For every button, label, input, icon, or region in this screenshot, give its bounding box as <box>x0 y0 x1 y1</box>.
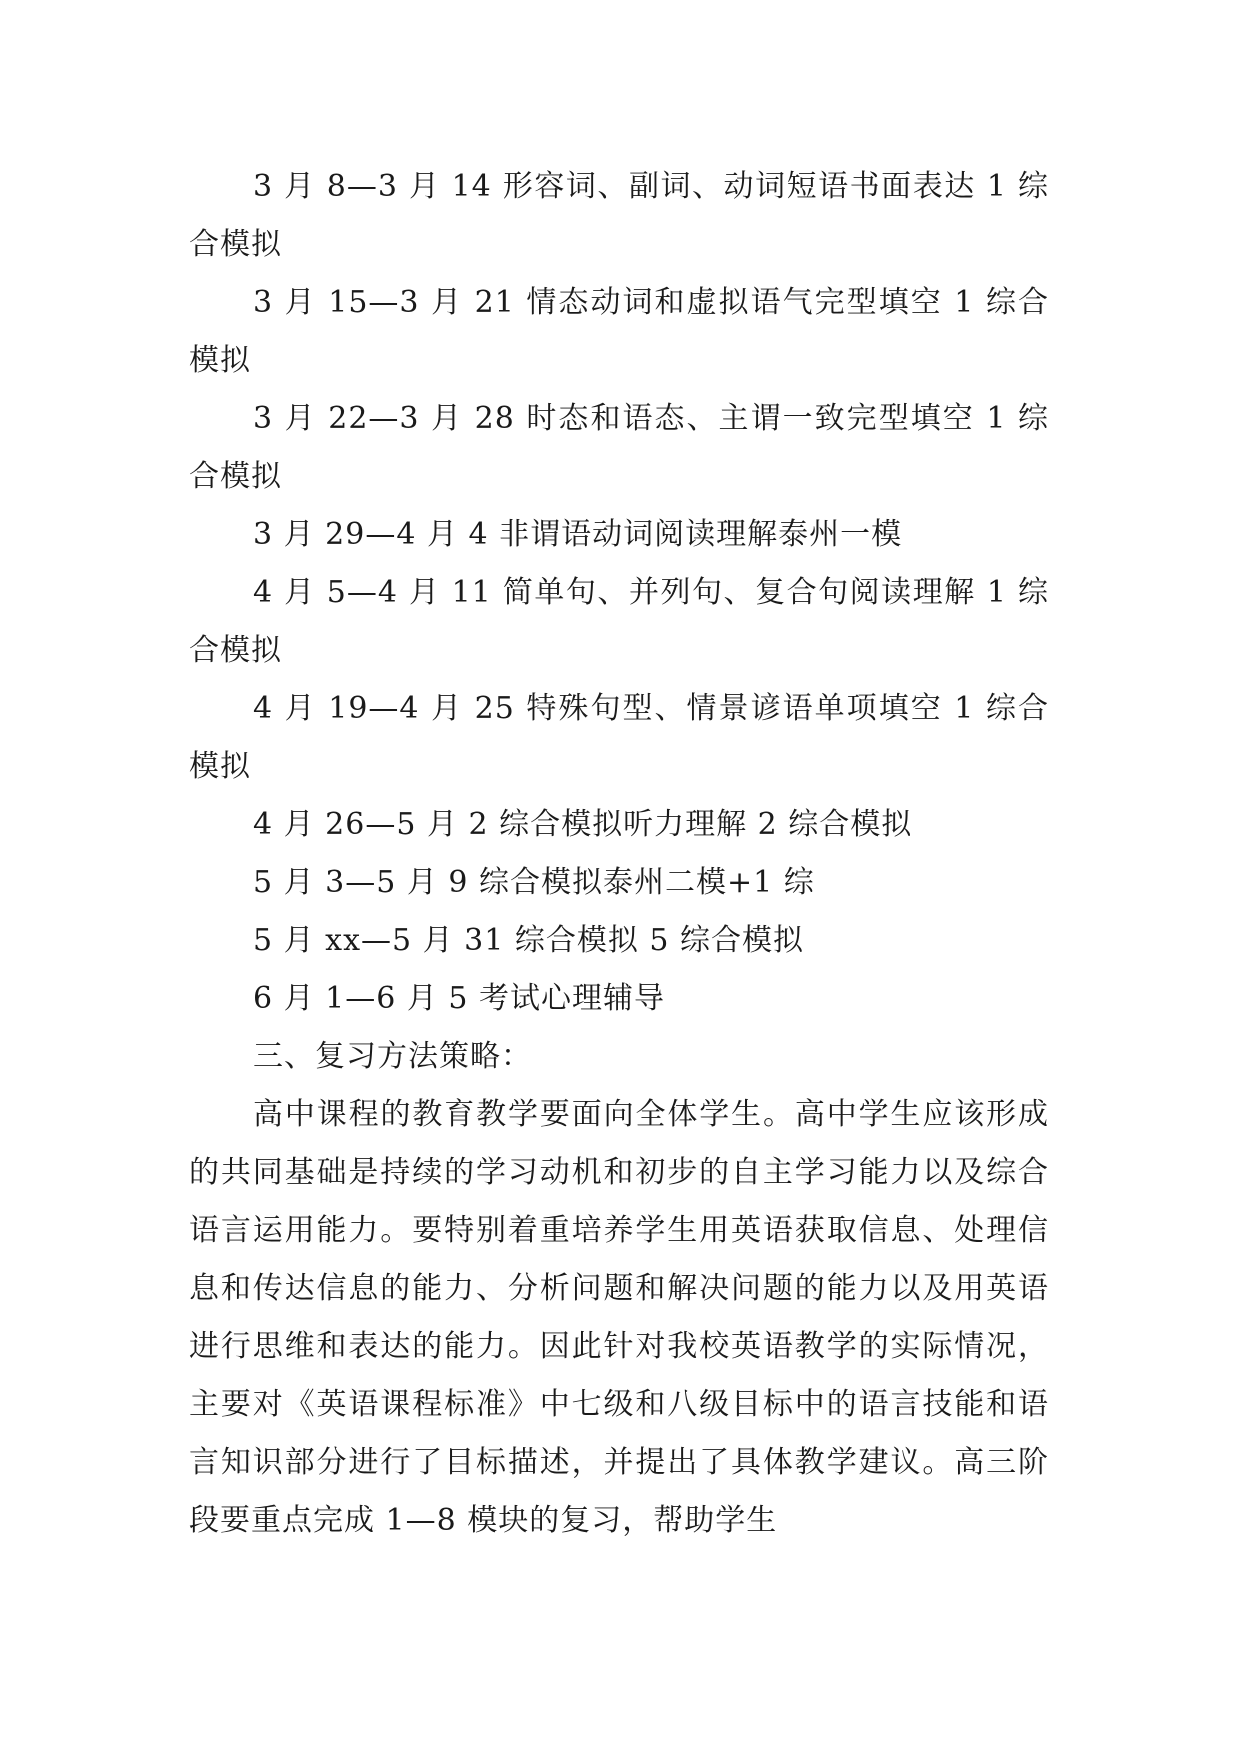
schedule-row-week-8: 5 月 3—5 月 9 综合模拟泰州二模+1 综 <box>253 865 815 900</box>
schedule-row-week-6: 4 月 19—4 月 25 特殊句型、情景谚语单项填空 1 综合模拟 <box>189 691 1049 784</box>
body-paragraph: 高中课程的教育教学要面向全体学生。高中学生应该形成的共同基础是持续的学习动机和初步的自主学习能力以及综合语言运用能力。要特别着重培养学生用英语获取信息、处理信息和传达信息的能力、分析问题和解决问题的能力以及用英语进行思维和表达的能力。因此针对我校英语教学的实际情况，主要对《英语课程标准》中七级和八级目标中的语言技能和语言知识部分进行了目标描述，并提出了具体教学建议。高三阶段要重点完成 1—8 模块的复习，帮助学生 <box>189 1097 1049 1538</box>
schedule-row-week-9: 5 月 xx—5 月 31 综合模拟 5 综合模拟 <box>253 923 805 958</box>
schedule-row-week-1: 3 月 8—3 月 14 形容词、副词、动词短语书面表达 1 综合模拟 <box>189 169 1049 262</box>
document-body <box>189 158 1049 1550</box>
schedule-row-week-4: 3 月 29—4 月 4 非谓语动词阅读理解泰州一模 <box>253 517 903 552</box>
schedule-row-week-7: 4 月 26—5 月 2 综合模拟听力理解 2 综合模拟 <box>253 807 913 842</box>
schedule-row-week-2: 3 月 15—3 月 21 情态动词和虚拟语气完型填空 1 综合模拟 <box>189 285 1049 378</box>
schedule-row-week-5: 4 月 5—4 月 11 简单句、并列句、复合句阅读理解 1 综合模拟 <box>189 575 1049 668</box>
section-heading: 三、复习方法策略： <box>253 1039 532 1074</box>
schedule-row-week-3: 3 月 22—3 月 28 时态和语态、主谓一致完型填空 1 综合模拟 <box>189 401 1049 494</box>
schedule-row-week-10: 6 月 1—6 月 5 考试心理辅导 <box>253 981 666 1016</box>
